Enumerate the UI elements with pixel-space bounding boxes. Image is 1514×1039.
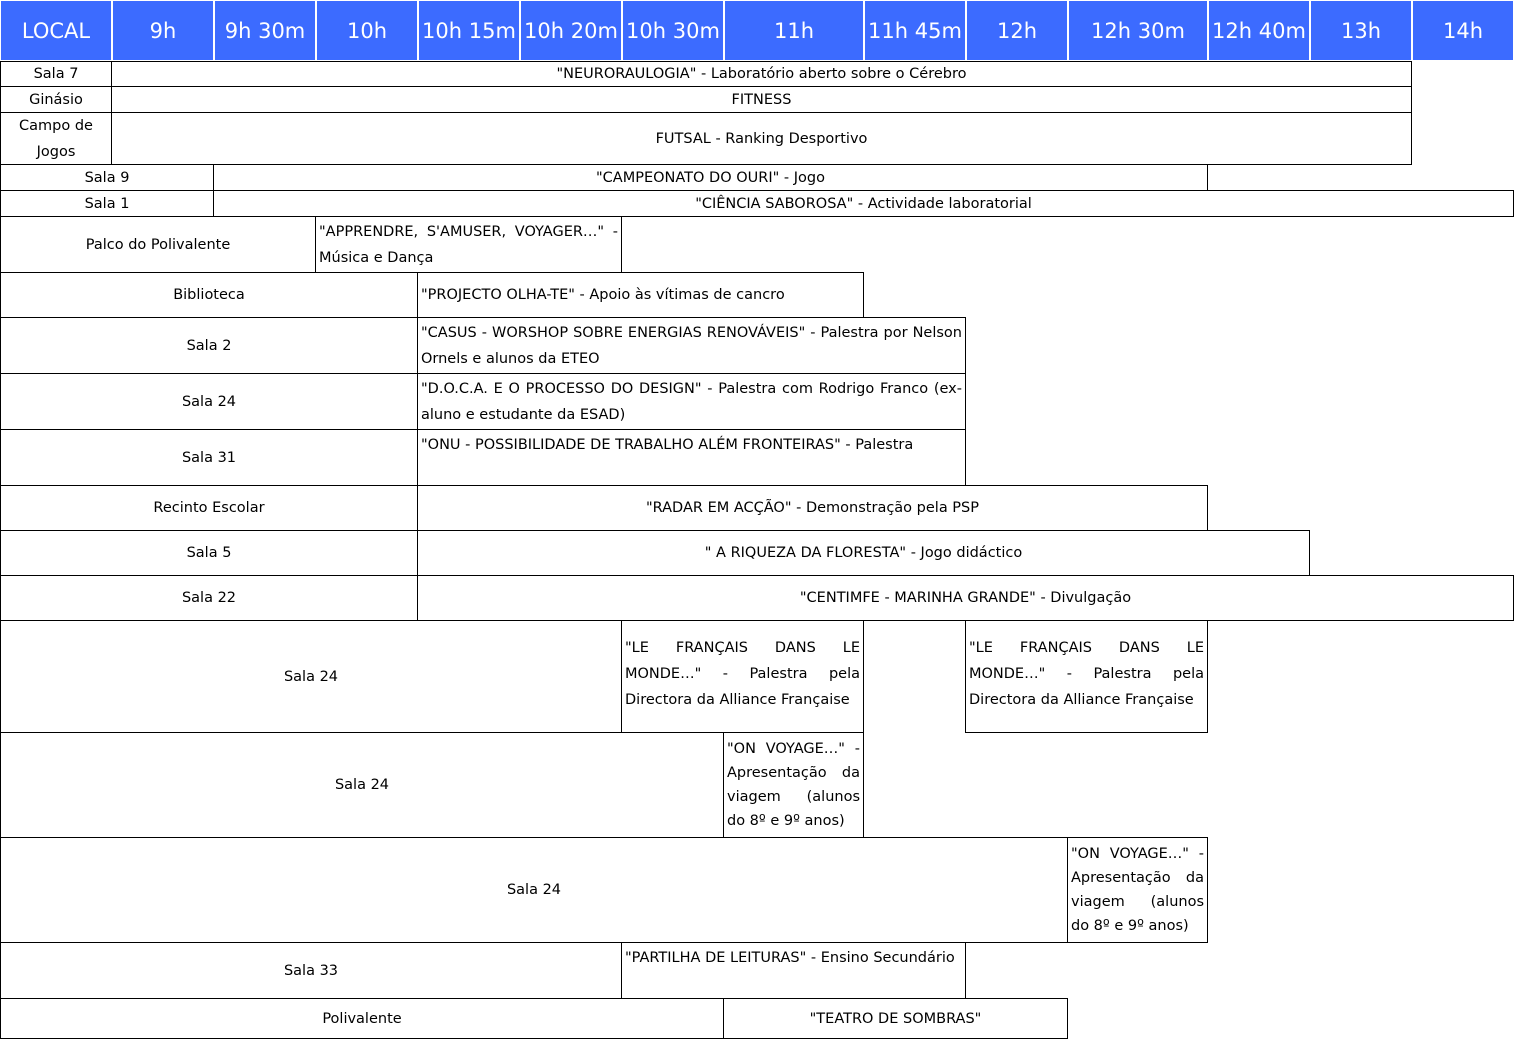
local-cell: Polivalente <box>0 998 724 1039</box>
activity-text: "LE FRANÇAIS DANS LE MONDE…" - Palestra pela Directora da Alliance Française <box>969 640 1204 708</box>
header-time: 12h 30m <box>1068 0 1208 61</box>
activity-text: "ON VOYAGE…" - Apresentação da viagem (alunos do 8º e 9º anos) <box>727 741 860 829</box>
header-time: 13h <box>1310 0 1412 61</box>
header-time: 11h 45m <box>864 0 966 61</box>
header-time: 10h 30m <box>622 0 724 61</box>
activity-cell: "TEATRO DE SOMBRAS" <box>723 998 1068 1039</box>
local-cell: Recinto Escolar <box>0 485 418 531</box>
header-time: 10h 15m <box>418 0 520 61</box>
activity-cell: "NEURORAULOGIA" - Laboratório aberto sobre o Cérebro <box>111 61 1412 87</box>
local-cell: Biblioteca <box>0 272 418 318</box>
activity-cell <box>965 620 1208 733</box>
local-cell: Sala 22 <box>0 575 418 621</box>
local-cell: Sala 1 <box>0 190 214 217</box>
activity-cell: " A RIQUEZA DA FLORESTA" - Jogo didáctico <box>417 530 1310 576</box>
local-cell: Sala 24 <box>0 837 1068 943</box>
activity-cell <box>723 732 864 838</box>
activity-text: "PARTILHA DE LEITURAS" - Ensino Secundário <box>625 950 955 966</box>
local-cell: Sala 2 <box>0 317 418 374</box>
header-time: 10h 20m <box>520 0 622 61</box>
activity-cell <box>417 373 966 430</box>
activity-cell: "PROJECTO OLHA-TE" - Apoio às vítimas de cancro <box>417 272 864 318</box>
activity-text: "APPRENDRE, S'AMUSER, VOYAGER…" - Música e Dança <box>319 224 618 266</box>
activity-text: "CASUS - WORSHOP SOBRE ENERGIAS RENOVÁVEIS" - Palestra por Nelson Ornels e alunos da ETEO <box>421 325 962 367</box>
activity-cell <box>1067 837 1208 943</box>
activity-text: "ON VOYAGE…" - Apresentação da viagem (alunos do 8º e 9º anos) <box>1071 846 1204 934</box>
activity-cell: "RADAR EM ACÇÃO" - Demonstração pela PSP <box>417 485 1208 531</box>
local-cell: Sala 9 <box>0 164 214 191</box>
local-cell: Sala 5 <box>0 530 418 576</box>
activity-text: "LE FRANÇAIS DANS LE MONDE…" - Palestra pela Directora da Alliance Française <box>625 640 860 708</box>
local-cell: Campo de Jogos <box>0 112 112 165</box>
activity-cell <box>315 216 622 273</box>
header-time: 12h 40m <box>1208 0 1310 61</box>
activity-cell: "CIÊNCIA SABOROSA" - Actividade laboratorial <box>213 190 1514 217</box>
local-cell: Sala 7 <box>0 61 112 87</box>
local-cell: Sala 33 <box>0 942 622 999</box>
activity-cell: FITNESS <box>111 86 1412 113</box>
header-time: 11h <box>724 0 864 61</box>
activity-cell: "CAMPEONATO DO OURI" - Jogo <box>213 164 1208 191</box>
header-local: LOCAL <box>0 0 112 61</box>
header-time: 10h <box>316 0 418 61</box>
activity-cell: "CENTIMFE - MARINHA GRANDE" - Divulgação <box>417 575 1514 621</box>
header-time: 9h 30m <box>214 0 316 61</box>
local-cell: Sala 24 <box>0 620 622 733</box>
local-cell: Sala 24 <box>0 732 724 838</box>
activity-cell <box>621 620 864 733</box>
activity-cell <box>417 429 966 486</box>
activity-text: "D.O.C.A. E O PROCESSO DO DESIGN" - Palestra com Rodrigo Franco (ex-aluno e estudante da ESAD) <box>421 381 962 423</box>
activity-cell <box>621 942 966 999</box>
local-cell: Sala 31 <box>0 429 418 486</box>
activity-text: "ONU - POSSIBILIDADE DE TRABALHO ALÉM FRONTEIRAS" - Palestra <box>421 437 914 453</box>
header-time: 12h <box>966 0 1068 61</box>
header-time: 14h <box>1412 0 1514 61</box>
local-cell: Palco do Polivalente <box>0 216 316 273</box>
activity-cell <box>417 317 966 374</box>
header-time: 9h <box>112 0 214 61</box>
local-cell: Sala 24 <box>0 373 418 430</box>
local-cell: Ginásio <box>0 86 112 113</box>
activity-cell: FUTSAL - Ranking Desportivo <box>111 112 1412 165</box>
